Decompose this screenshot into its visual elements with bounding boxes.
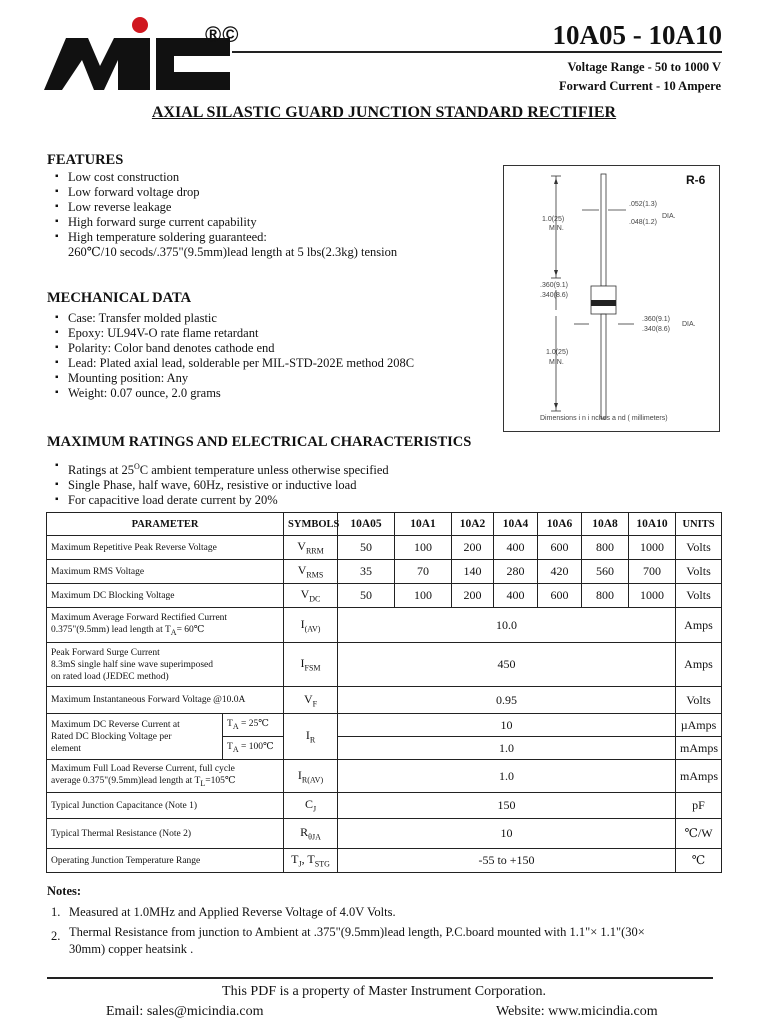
notes — [47, 884, 645, 958]
part-range: 10A05 - 10A10 — [552, 20, 722, 50]
mechanical-heading: MECHANICAL DATA — [47, 290, 192, 306]
dim-lead-length-bottom-min: MIN. — [549, 359, 564, 366]
col-part: 10A10 — [629, 513, 676, 536]
ratings-table — [46, 512, 722, 873]
dim-body-dia-max: .360(9.1) — [642, 316, 671, 323]
table-row: Maximum Average Forward Rectified Current 0.375"(9.5mm) lead length at $T_A=$ 60℃ $I_{(AV)}$ 10.0 Amps — [47, 608, 722, 643]
list-item: ▪ Low cost construction — [55, 170, 180, 184]
dim-body-dia-min: .340(8.6) — [642, 326, 671, 333]
ratings-heading: MAXIMUM RATINGS AND ELECTRICAL CHARACTERISTICS — [47, 434, 472, 450]
table-row: Maximum Instantaneous Forward Voltage @10.0A $V_F$ 0.95 Volts — [47, 687, 722, 714]
table-row: Maximum DC Blocking Voltage $V_{DC}$ 50 100 200 400 600 800 1000 Volts — [47, 584, 722, 608]
list-item: ▪ High temperature soldering guaranteed: — [55, 230, 267, 244]
voltage-range: Voltage Range - 50 to 1000 V — [567, 60, 721, 74]
forward-current: Forward Current - 10 Ampere — [558, 79, 721, 93]
note-1: 1. Measured at 1.0MHz and Applied Reverse Voltage of 4.0V Volts. — [51, 905, 396, 919]
dim-lead-dia-max: .052(1.3) — [629, 201, 658, 208]
table-row: $T_A$ = 100℃ 1.0 mAmps — [47, 737, 722, 760]
dim-dia-label: DIA. — [662, 213, 676, 220]
package-label: R-6 — [686, 173, 706, 187]
dimension-caption: Dimensions i n i nches a nd ( millimeters) — [540, 415, 668, 422]
list-item: ▪ Epoxy: UL94V-O rate flame retardant — [55, 326, 259, 340]
registered-marks: ®© — [205, 22, 240, 47]
dim-dia2-label: DIA. — [682, 321, 696, 328]
list-item: ▪ High forward surge current capability — [55, 215, 257, 229]
list-item: ▪ Case: Transfer molded plastic — [55, 311, 217, 325]
table-row: Maximum Repetitive Peak Reverse Voltage $V_{RRM}$ 50 100 200 400 600 800 1000 Volts — [47, 536, 722, 560]
table-row: Maximum Full Load Reverse Current, full cycle average 0.375"(9.5mm)lead length at $T_L=105℃$ $I_{R(AV)}$ 1.0 mAmps — [47, 760, 722, 793]
col-part: 10A1 — [395, 513, 452, 536]
list-item-continuation: 260℃/10 secods/.375"(9.5mm)lead length at 5 lbs(2.3kg) tension — [68, 245, 398, 259]
list-item: ▪ Low reverse leakage — [55, 200, 172, 214]
col-part: 10A4 — [494, 513, 538, 536]
table-row: Peak Forward Surge Current 8.3mS single half sine wave superimposed on rated load (JEDEC method) $I_{FSM}$ 450 Amps — [47, 643, 722, 687]
list-item: ▪ Mounting position: Any — [55, 371, 189, 385]
contact-website: Website: www.micindia.com — [496, 1004, 658, 1019]
dim-lead-length-bottom: 1.0(25) — [546, 349, 569, 356]
dim-body-length-min: .340(8.6) — [540, 292, 569, 299]
table-row: Maximum DC Reverse Current at Rated DC Blocking Voltage per element $T_A$ = 25℃ $I_R$ 10 µAmps — [47, 714, 722, 737]
col-symbols: SYMBOLS — [284, 513, 338, 536]
table-row: Typical Junction Capacitance (Note 1) $C_J$ 150 pF — [47, 793, 722, 819]
list-item: ▪ Polarity: Color band denotes cathode end — [55, 341, 275, 355]
diode-outline-drawing — [504, 166, 721, 433]
dim-body-length-max: .360(9.1) — [540, 282, 569, 289]
package-diagram — [503, 165, 720, 432]
ratings-list — [55, 459, 389, 508]
list-item: ▪ Low forward voltage drop — [55, 185, 200, 199]
col-parameter: PARAMETER — [47, 513, 284, 536]
notes-heading: Notes: — [47, 884, 82, 898]
property-notice: This PDF is a property of Master Instrument Corporation. — [222, 984, 546, 999]
table-row: Maximum RMS Voltage $V_{RMS}$ 35 70 140 280 420 560 700 Volts — [47, 560, 722, 584]
list-item: ▪ Lead: Plated axial lead, solderable per MIL-STD-202E method 208C — [55, 356, 415, 370]
mechanical-list — [55, 311, 414, 401]
features-heading: FEATURES — [47, 152, 124, 168]
table-row: Operating Junction Temperature Range $T_J$, $T_{STG}$ -55 to +150 ℃ — [47, 849, 722, 873]
col-part: 10A2 — [452, 513, 494, 536]
list-item: ▪ For capacitive load derate current by 20% — [55, 493, 278, 508]
dim-lead-length-top: 1.0(25) — [542, 216, 565, 223]
dim-lead-dia-min: .048(1.2) — [629, 219, 658, 226]
dim-lead-length-top-min: MIN. — [549, 225, 564, 232]
features-list — [55, 170, 397, 260]
document-title: AXIAL SILASTIC GUARD JUNCTION STANDARD RECTIFIER — [151, 104, 617, 121]
list-item: ▪ Single Phase, half wave, 60Hz, resistive or inductive load — [55, 478, 357, 493]
contact-email: Email: sales@micindia.com — [106, 1004, 264, 1019]
table-header-row — [47, 513, 722, 536]
cathode-band — [591, 300, 616, 306]
col-part: 10A6 — [538, 513, 582, 536]
col-units: UNITS — [676, 513, 722, 536]
note-2: 2. Thermal Resistance from junction to Ambient at .375"(9.5mm)lead length, P.C.board mounted with 1.1"× 1.1"(30× 30mm) copper heatsink . — [51, 925, 645, 956]
list-item: ▪ Weight: 0.07 ounce, 2.0 grams — [55, 386, 221, 400]
col-part: 10A8 — [582, 513, 629, 536]
col-part: 10A05 — [338, 513, 395, 536]
table-row: Typical Thermal Resistance (Note 2) $R_{\theta JA}$ 10 ℃/W — [47, 819, 722, 849]
footer-rule — [47, 977, 713, 979]
list-item: ▪ Ratings at $25^OC$ ambient temperature unless otherwise specified — [55, 460, 389, 478]
header-rule — [232, 51, 722, 53]
